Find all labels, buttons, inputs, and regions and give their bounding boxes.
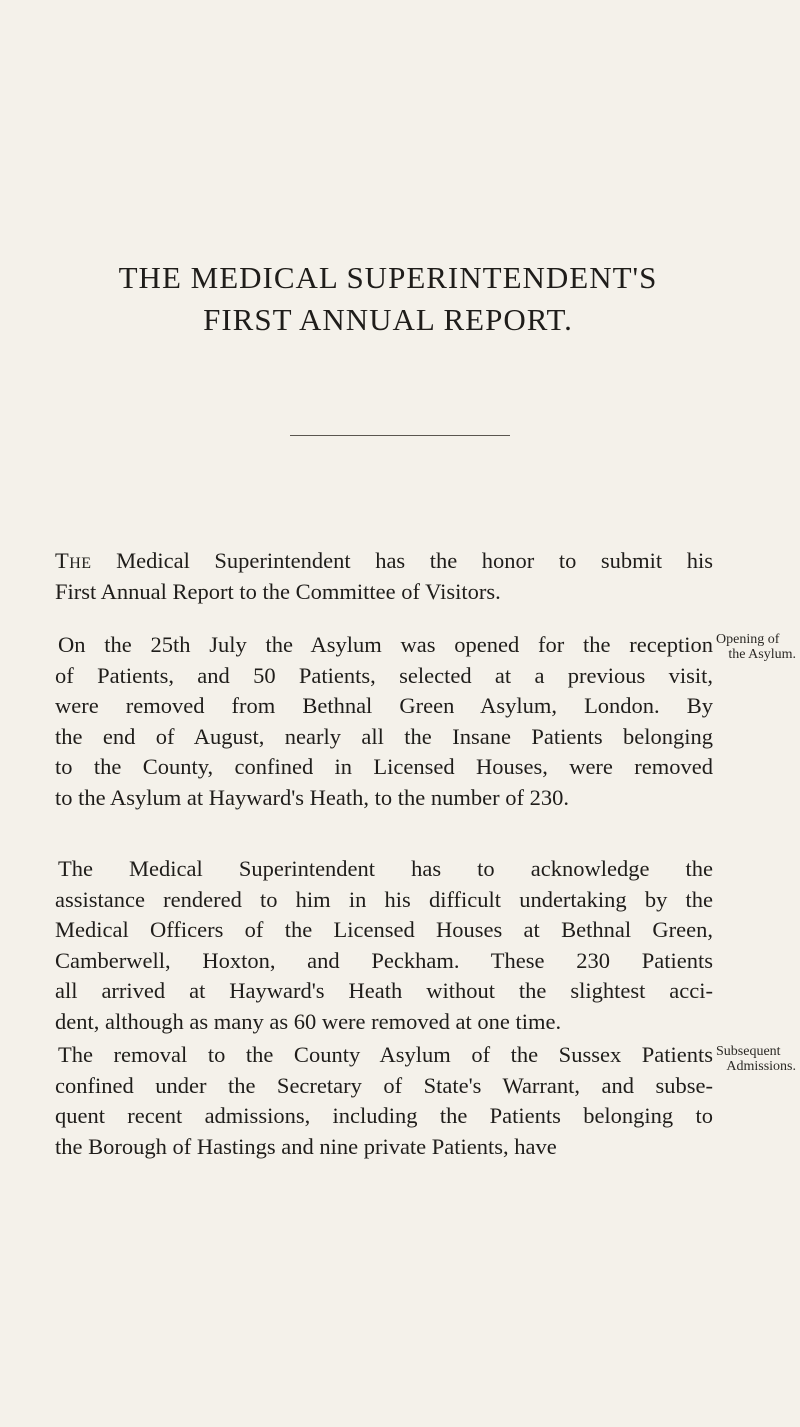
- report-title-line-1: THE MEDICAL SUPERINTENDENT'S: [118, 260, 658, 295]
- paragraph-acknowledgement: [55, 854, 713, 1038]
- margin-note-line: Admissions.: [726, 1059, 796, 1074]
- paragraph-line: were removed from Bethnal Green Asylum, London. By: [55, 693, 713, 719]
- paragraph-line: quent recent admissions, including the Patients belonging to: [55, 1103, 713, 1129]
- paragraph-line: the end of August, nearly all the Insane Patients belonging: [55, 723, 713, 749]
- paragraph-line: of Patients, and 50 Patients, selected at a previous visit,: [55, 662, 713, 688]
- margin-note-line: the Asylum.: [728, 647, 796, 662]
- paragraph-opening: [55, 630, 713, 814]
- report-title-line-2: FIRST ANNUAL REPORT.: [203, 302, 573, 337]
- paragraph-line: all arrived at Hayward's Heath without the slightest acci-: [55, 978, 713, 1004]
- paragraph-line: Medical Officers of the Licensed Houses at Bethnal Green,: [55, 917, 713, 943]
- margin-note-admissions: [716, 1044, 800, 1074]
- margin-note-opening: [716, 632, 800, 662]
- margin-note-line: Opening of: [716, 632, 780, 647]
- paragraph-line: dent, although as many as 60 were removed at one time.: [55, 1008, 562, 1034]
- paragraph-line: On the 25th July the Asylum was opened for the reception: [58, 632, 713, 657]
- paragraph-line: confined under the Secretary of State's Warrant, and subse-: [55, 1072, 713, 1098]
- paragraph-removal: [55, 1040, 713, 1162]
- title-divider-rule: [290, 435, 510, 436]
- paragraph-line: assistance rendered to him in his difficult undertaking by the: [55, 886, 713, 912]
- paragraph-line: the Borough of Hastings and nine private Patients, have: [55, 1133, 557, 1159]
- paragraph-lead-word: The: [55, 548, 92, 573]
- paragraph-line: The removal to the County Asylum of the Sussex Patients: [58, 1042, 713, 1067]
- paragraph-introduction: [55, 546, 713, 607]
- paragraph-line: The Medical Superintendent has the honor to submit his: [55, 548, 713, 573]
- paragraph-line: The Medical Superintendent has to acknowledge the: [58, 856, 713, 881]
- paragraph-line: Camberwell, Hoxton, and Peckham. These 230 Patients: [55, 947, 713, 973]
- paragraph-line: to the Asylum at Hayward's Heath, to the number of 230.: [55, 784, 569, 810]
- margin-note-line: Subsequent: [716, 1044, 781, 1059]
- paragraph-line: First Annual Report to the Committee of Visitors.: [55, 578, 501, 604]
- paragraph-line: to the County, confined in Licensed Houses, were removed: [55, 754, 713, 780]
